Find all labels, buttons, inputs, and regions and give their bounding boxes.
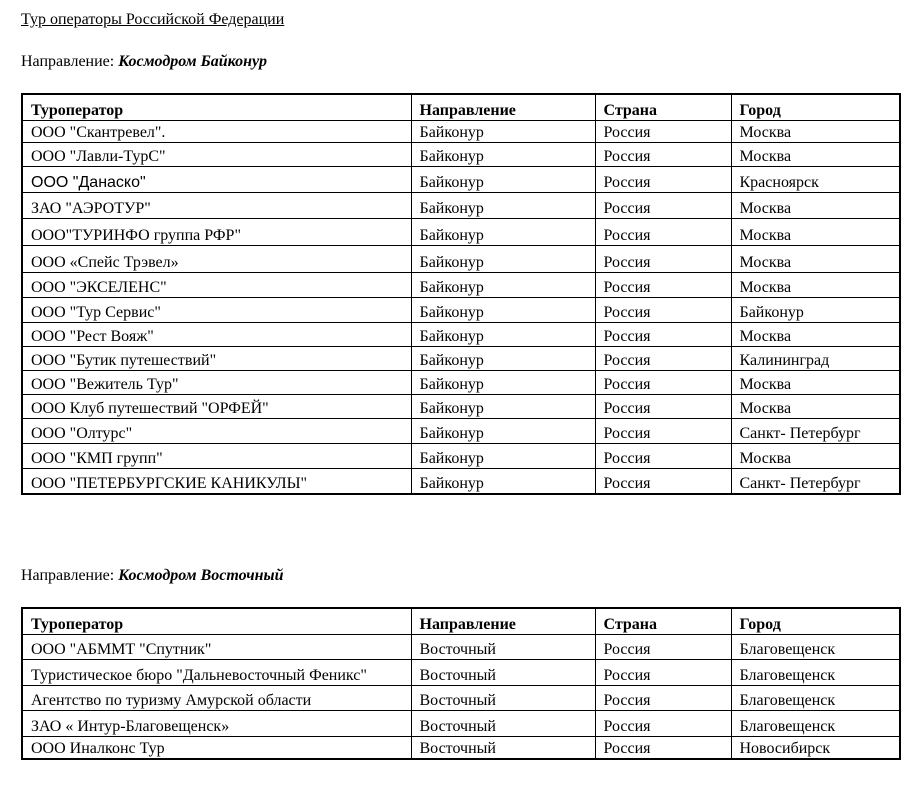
cell-city: Москва bbox=[731, 142, 900, 166]
cell-country: Россия bbox=[595, 443, 731, 468]
cell-tour-operator: ООО "ЭКСЕЛЕНС" bbox=[22, 272, 411, 297]
table-row bbox=[22, 142, 900, 166]
cell-direction: Байконур bbox=[411, 322, 595, 346]
header-city: Город bbox=[731, 608, 900, 634]
cell-country: Россия bbox=[595, 218, 731, 245]
table-row bbox=[22, 346, 900, 370]
cell-direction: Восточный bbox=[411, 685, 595, 710]
table-row bbox=[22, 192, 900, 218]
cell-country: Россия bbox=[595, 166, 731, 192]
header-city: Город bbox=[731, 94, 900, 120]
cell-direction: Восточный bbox=[411, 659, 595, 685]
table-row bbox=[22, 710, 900, 736]
cell-city: Новосибирск bbox=[731, 736, 900, 759]
cell-direction: Байконур bbox=[411, 297, 595, 322]
cell-city: Москва bbox=[731, 245, 900, 272]
cell-country: Россия bbox=[595, 685, 731, 710]
table-row bbox=[22, 245, 900, 272]
cell-city: Москва bbox=[731, 218, 900, 245]
table-row bbox=[22, 370, 900, 394]
cell-country: Россия bbox=[595, 120, 731, 142]
table-row bbox=[22, 218, 900, 245]
table-row bbox=[22, 685, 900, 710]
direction-name: Космодром Восточный bbox=[118, 567, 284, 584]
cell-country: Россия bbox=[595, 710, 731, 736]
cell-country: Россия bbox=[595, 322, 731, 346]
cell-direction: Восточный bbox=[411, 736, 595, 759]
cell-city: Москва bbox=[731, 192, 900, 218]
direction-label: Направление: bbox=[21, 53, 115, 70]
cell-direction: Восточный bbox=[411, 710, 595, 736]
cell-direction: Байконур bbox=[411, 120, 595, 142]
cell-country: Россия bbox=[595, 272, 731, 297]
table-row bbox=[22, 297, 900, 322]
cell-direction: Байконур bbox=[411, 418, 595, 443]
cell-direction: Байконур bbox=[411, 192, 595, 218]
cell-tour-operator: ООО "Бутик путешествий" bbox=[22, 346, 411, 370]
cell-tour-operator: ООО "ПЕТЕРБУРГСКИЕ КАНИКУЛЫ" bbox=[22, 468, 411, 494]
cell-tour-operator: ООО "АБММТ "Спутник" bbox=[22, 634, 411, 659]
cell-country: Россия bbox=[595, 370, 731, 394]
cell-direction: Байконур bbox=[411, 218, 595, 245]
cell-city: Москва bbox=[731, 322, 900, 346]
cell-city: Калининград bbox=[731, 346, 900, 370]
cell-country: Россия bbox=[595, 142, 731, 166]
table-row bbox=[22, 322, 900, 346]
cell-tour-operator: ООО "Скантревел". bbox=[22, 120, 411, 142]
cell-tour-operator: ООО «Спейс Трэвел» bbox=[22, 245, 411, 272]
cell-tour-operator: ООО Клуб путешествий "ОРФЕЙ" bbox=[22, 394, 411, 418]
cell-country: Россия bbox=[595, 468, 731, 494]
cell-city: Благовещенск bbox=[731, 685, 900, 710]
table-row bbox=[22, 120, 900, 142]
direction-heading-baikonur bbox=[21, 52, 267, 72]
cell-tour-operator: ООО "Тур Сервис" bbox=[22, 297, 411, 322]
table-header-row bbox=[22, 608, 900, 634]
table-row bbox=[22, 272, 900, 297]
header-country: Страна bbox=[595, 608, 731, 634]
header-direction: Направление bbox=[411, 94, 595, 120]
cell-direction: Байконур bbox=[411, 142, 595, 166]
direction-label: Направление: bbox=[21, 567, 115, 584]
cell-city: Красноярск bbox=[731, 166, 900, 192]
cell-city: Москва bbox=[731, 272, 900, 297]
cell-tour-operator: ООО "Лавли-ТурС" bbox=[22, 142, 411, 166]
cell-city: Байконур bbox=[731, 297, 900, 322]
header-country: Страна bbox=[595, 94, 731, 120]
cell-country: Россия bbox=[595, 418, 731, 443]
table-row bbox=[22, 659, 900, 685]
cell-country: Россия bbox=[595, 192, 731, 218]
cell-direction: Байконур bbox=[411, 370, 595, 394]
cell-tour-operator: ЗАО « Интур-Благовещенск» bbox=[22, 710, 411, 736]
cell-country: Россия bbox=[595, 736, 731, 759]
cell-city: Благовещенск bbox=[731, 634, 900, 659]
cell-tour-operator: ООО "Олтурс" bbox=[22, 418, 411, 443]
cell-country: Россия bbox=[595, 634, 731, 659]
cell-city: Москва bbox=[731, 370, 900, 394]
cell-country: Россия bbox=[595, 659, 731, 685]
cell-city: Москва bbox=[731, 120, 900, 142]
cell-city: Санкт- Петербург bbox=[731, 468, 900, 494]
cell-country: Россия bbox=[595, 245, 731, 272]
cell-direction: Байконур bbox=[411, 443, 595, 468]
cell-city: Санкт- Петербург bbox=[731, 418, 900, 443]
cell-city: Москва bbox=[731, 443, 900, 468]
header-tour-operator: Туроператор bbox=[22, 608, 411, 634]
table-row bbox=[22, 736, 900, 759]
cell-direction: Байконур bbox=[411, 468, 595, 494]
cell-direction: Байконур bbox=[411, 166, 595, 192]
table-row bbox=[22, 166, 900, 192]
tour-operators-table-baikonur bbox=[21, 93, 901, 495]
cell-tour-operator: ООО "КМП групп" bbox=[22, 443, 411, 468]
table-row bbox=[22, 394, 900, 418]
cell-city: Благовещенск bbox=[731, 659, 900, 685]
cell-country: Россия bbox=[595, 394, 731, 418]
tour-operators-table-vostochny bbox=[21, 607, 901, 760]
cell-city: Москва bbox=[731, 394, 900, 418]
cell-direction: Байконур bbox=[411, 245, 595, 272]
cell-tour-operator: ООО Иналконс Тур bbox=[22, 736, 411, 759]
cell-tour-operator: ООО"ТУРИНФО группа РФР" bbox=[22, 218, 411, 245]
cell-tour-operator: Туристическое бюро "Дальневосточный Феникс" bbox=[22, 659, 411, 685]
direction-heading-vostochny bbox=[21, 566, 283, 586]
cell-country: Россия bbox=[595, 346, 731, 370]
cell-tour-operator: ООО "Рест Вояж" bbox=[22, 322, 411, 346]
cell-direction: Байконур bbox=[411, 346, 595, 370]
cell-tour-operator: ЗАО "АЭРОТУР" bbox=[22, 192, 411, 218]
cell-direction: Байконур bbox=[411, 272, 595, 297]
header-tour-operator: Туроператор bbox=[22, 94, 411, 120]
table-row bbox=[22, 443, 900, 468]
document-title: Тур операторы Российской Федерации bbox=[21, 11, 285, 28]
cell-tour-operator: Агентство по туризму Амурской области bbox=[22, 685, 411, 710]
cell-tour-operator: ООО "Данаско" bbox=[22, 166, 411, 192]
cell-city: Благовещенск bbox=[731, 710, 900, 736]
cell-direction: Байконур bbox=[411, 394, 595, 418]
table-header-row bbox=[22, 94, 900, 120]
header-direction: Направление bbox=[411, 608, 595, 634]
table-row bbox=[22, 634, 900, 659]
cell-tour-operator: ООО "Вежитель Тур" bbox=[22, 370, 411, 394]
cell-direction: Восточный bbox=[411, 634, 595, 659]
cell-country: Россия bbox=[595, 297, 731, 322]
direction-name: Космодром Байконур bbox=[118, 53, 267, 70]
table-row bbox=[22, 418, 900, 443]
table-row bbox=[22, 468, 900, 494]
